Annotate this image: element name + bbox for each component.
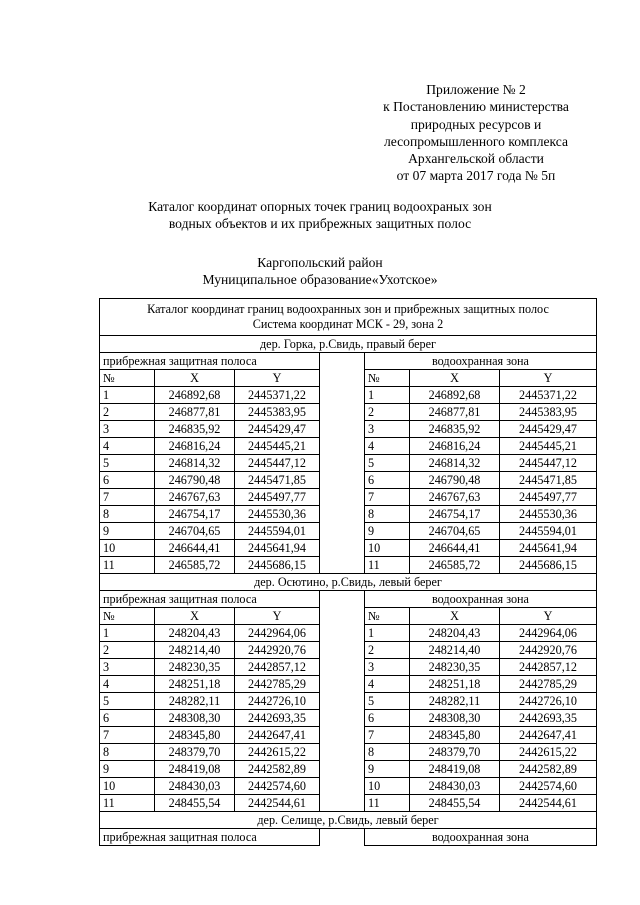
table-gap <box>320 778 365 795</box>
right-coord-y: 2445371,22 <box>500 387 597 404</box>
left-coord-x: 246790,48 <box>155 472 235 489</box>
left-coord-y: 2442857,12 <box>235 659 320 676</box>
right-coord-y: 2442964,06 <box>500 625 597 642</box>
left-coord-x: 246704,65 <box>155 523 235 540</box>
right-point-number: 8 <box>365 744 410 761</box>
right-point-number: 1 <box>365 387 410 404</box>
right-coord-x: 248204,43 <box>410 625 500 642</box>
appendix-line: лесопромышленного комплекса <box>383 133 569 149</box>
table-gap <box>320 625 365 642</box>
table-gap <box>320 370 365 387</box>
right-coord-x: 248419,08 <box>410 761 500 778</box>
left-coord-x: 248308,30 <box>155 710 235 727</box>
right-coord-y: 2445530,36 <box>500 506 597 523</box>
table-gap <box>320 591 365 608</box>
right-coord-x: 248230,35 <box>410 659 500 676</box>
coordinates-table <box>99 298 597 846</box>
right-coord-x: 246644,41 <box>410 540 500 557</box>
table-gap <box>320 540 365 557</box>
section-row <box>100 812 597 829</box>
left-point-number: 5 <box>100 455 155 472</box>
appendix-line: от 07 марта 2017 года № 5п <box>396 168 556 184</box>
left-coord-x: 248282,11 <box>155 693 235 710</box>
left-zone-label: прибрежная защитная полоса <box>100 353 320 370</box>
left-coord-y: 2445429,47 <box>235 421 320 438</box>
section-row <box>100 574 597 591</box>
left-coord-x: 246835,92 <box>155 421 235 438</box>
right-coord-x: 246816,24 <box>410 438 500 455</box>
appendix-header <box>356 81 596 185</box>
table-row <box>100 489 597 506</box>
section-name: дер. Селище, р.Свидь, левый берег <box>100 812 597 829</box>
right-col-y: Y <box>500 608 597 625</box>
table-gap <box>320 693 365 710</box>
table-row <box>100 710 597 727</box>
table-row <box>100 761 597 778</box>
right-coord-x: 246892,68 <box>410 387 500 404</box>
zone-labels-row <box>100 353 597 370</box>
left-coord-y: 2445447,12 <box>235 455 320 472</box>
left-col-y: Y <box>235 608 320 625</box>
right-coord-x: 246754,17 <box>410 506 500 523</box>
right-zone-label: водоохранная зона <box>365 353 597 370</box>
right-point-number: 10 <box>365 540 410 557</box>
table-gap <box>320 438 365 455</box>
left-point-number: 7 <box>100 489 155 506</box>
left-coord-y: 2445371,22 <box>235 387 320 404</box>
table-row <box>100 523 597 540</box>
table-row <box>100 625 597 642</box>
left-point-number: 2 <box>100 642 155 659</box>
right-coord-y: 2442647,41 <box>500 727 597 744</box>
table-gap <box>320 761 365 778</box>
right-coord-y: 2445429,47 <box>500 421 597 438</box>
left-coord-x: 248230,35 <box>155 659 235 676</box>
right-coord-y: 2445641,94 <box>500 540 597 557</box>
left-coord-x: 248204,43 <box>155 625 235 642</box>
right-col-x: X <box>410 608 500 625</box>
right-point-number: 8 <box>365 506 410 523</box>
left-coord-y: 2445686,15 <box>235 557 320 574</box>
left-zone-label: прибрежная защитная полоса <box>100 829 320 846</box>
table-gap <box>320 710 365 727</box>
right-col-y: Y <box>500 370 597 387</box>
title-line-2: водных объектов и их прибрежных защитных полос <box>168 216 472 231</box>
right-coord-y: 2442920,76 <box>500 642 597 659</box>
table-gap <box>320 506 365 523</box>
left-coord-y: 2445641,94 <box>235 540 320 557</box>
caption-line-1: Каталог координат границ водоохранных зон и прибрежных защитных полос <box>147 302 549 316</box>
title-line-1: Каталог координат опорных точек границ водоохраных зон <box>148 199 492 214</box>
region-block <box>150 254 490 288</box>
left-coord-y: 2442582,89 <box>235 761 320 778</box>
right-coord-x: 246877,81 <box>410 404 500 421</box>
left-coord-x: 246814,32 <box>155 455 235 472</box>
left-coord-y: 2442964,06 <box>235 625 320 642</box>
right-point-number: 3 <box>365 421 410 438</box>
left-point-number: 8 <box>100 506 155 523</box>
appendix-line: Архангельской области <box>408 151 544 167</box>
right-coord-x: 248251,18 <box>410 676 500 693</box>
left-coord-x: 246892,68 <box>155 387 235 404</box>
right-coord-y: 2442582,89 <box>500 761 597 778</box>
caption-line-2: Система координат МСК - 29, зона 2 <box>252 317 444 331</box>
section-row <box>100 336 597 353</box>
right-zone-label: водоохранная зона <box>365 591 597 608</box>
left-coord-x: 248214,40 <box>155 642 235 659</box>
right-coord-y: 2442785,29 <box>500 676 597 693</box>
right-point-number: 11 <box>365 795 410 812</box>
right-point-number: 1 <box>365 625 410 642</box>
right-coord-x: 246790,48 <box>410 472 500 489</box>
left-col-num: № <box>100 370 155 387</box>
left-coord-x: 246816,24 <box>155 438 235 455</box>
right-point-number: 4 <box>365 438 410 455</box>
left-coord-y: 2442615,22 <box>235 744 320 761</box>
table-gap <box>320 608 365 625</box>
table-row <box>100 472 597 489</box>
right-col-x: X <box>410 370 500 387</box>
table-row <box>100 659 597 676</box>
table-row <box>100 693 597 710</box>
left-coord-x: 248455,54 <box>155 795 235 812</box>
right-point-number: 3 <box>365 659 410 676</box>
caption-row <box>100 299 597 336</box>
right-coord-x: 248345,80 <box>410 727 500 744</box>
left-point-number: 9 <box>100 523 155 540</box>
right-point-number: 9 <box>365 761 410 778</box>
right-coord-x: 248379,70 <box>410 744 500 761</box>
section-name: дер. Осютино, р.Свидь, левый берег <box>100 574 597 591</box>
table-gap <box>320 523 365 540</box>
left-point-number: 5 <box>100 693 155 710</box>
left-zone-label: прибрежная защитная полоса <box>100 591 320 608</box>
section-name: дер. Горка, р.Свидь, правый берег <box>100 336 597 353</box>
right-point-number: 6 <box>365 710 410 727</box>
left-point-number: 11 <box>100 557 155 574</box>
left-point-number: 7 <box>100 727 155 744</box>
column-header-row <box>100 608 597 625</box>
table-gap <box>320 676 365 693</box>
table-gap <box>320 795 365 812</box>
table-gap <box>320 557 365 574</box>
table-gap <box>320 659 365 676</box>
right-coord-x: 248308,30 <box>410 710 500 727</box>
left-coord-y: 2445530,36 <box>235 506 320 523</box>
table-gap <box>320 744 365 761</box>
left-col-x: X <box>155 608 235 625</box>
table-gap <box>320 642 365 659</box>
right-point-number: 2 <box>365 404 410 421</box>
appendix-line: природных ресурсов и <box>410 116 542 132</box>
right-coord-y: 2445497,77 <box>500 489 597 506</box>
left-coord-y: 2442785,29 <box>235 676 320 693</box>
table-gap <box>320 489 365 506</box>
table-row <box>100 540 597 557</box>
left-coord-x: 246877,81 <box>155 404 235 421</box>
right-point-number: 10 <box>365 778 410 795</box>
table-row <box>100 421 597 438</box>
right-coord-y: 2445447,12 <box>500 455 597 472</box>
right-point-number: 2 <box>365 642 410 659</box>
left-point-number: 11 <box>100 795 155 812</box>
left-coord-y: 2442726,10 <box>235 693 320 710</box>
left-point-number: 8 <box>100 744 155 761</box>
left-coord-y: 2442693,35 <box>235 710 320 727</box>
right-coord-x: 246704,65 <box>410 523 500 540</box>
right-coord-x: 246814,32 <box>410 455 500 472</box>
left-coord-y: 2445497,77 <box>235 489 320 506</box>
table-row <box>100 404 597 421</box>
left-coord-x: 246767,63 <box>155 489 235 506</box>
zone-labels-row <box>100 591 597 608</box>
right-coord-y: 2442615,22 <box>500 744 597 761</box>
left-coord-x: 248419,08 <box>155 761 235 778</box>
table-row <box>100 557 597 574</box>
table-row <box>100 455 597 472</box>
table-row <box>100 387 597 404</box>
left-point-number: 4 <box>100 676 155 693</box>
right-coord-y: 2442544,61 <box>500 795 597 812</box>
column-header-row <box>100 370 597 387</box>
right-col-num: № <box>365 370 410 387</box>
right-coord-x: 248214,40 <box>410 642 500 659</box>
left-coord-y: 2445445,21 <box>235 438 320 455</box>
right-point-number: 6 <box>365 472 410 489</box>
left-coord-y: 2442544,61 <box>235 795 320 812</box>
right-point-number: 11 <box>365 557 410 574</box>
table-row <box>100 642 597 659</box>
municipality-name: Муниципальное образование«Ухотское» <box>202 272 438 287</box>
table-gap <box>320 421 365 438</box>
table-caption <box>100 299 597 336</box>
left-point-number: 6 <box>100 472 155 489</box>
left-coord-y: 2442920,76 <box>235 642 320 659</box>
left-point-number: 2 <box>100 404 155 421</box>
left-point-number: 3 <box>100 659 155 676</box>
right-point-number: 7 <box>365 727 410 744</box>
left-point-number: 1 <box>100 387 155 404</box>
left-coord-y: 2442647,41 <box>235 727 320 744</box>
zone-labels-row <box>100 829 597 846</box>
right-coord-x: 248282,11 <box>410 693 500 710</box>
right-point-number: 4 <box>365 676 410 693</box>
right-coord-y: 2445383,95 <box>500 404 597 421</box>
right-coord-x: 246585,72 <box>410 557 500 574</box>
right-point-number: 5 <box>365 693 410 710</box>
table-row <box>100 506 597 523</box>
right-point-number: 5 <box>365 455 410 472</box>
right-coord-y: 2442693,35 <box>500 710 597 727</box>
table-gap <box>320 472 365 489</box>
table-gap <box>320 353 365 370</box>
table-row <box>100 676 597 693</box>
right-coord-x: 246767,63 <box>410 489 500 506</box>
right-coord-y: 2442857,12 <box>500 659 597 676</box>
left-coord-x: 248251,18 <box>155 676 235 693</box>
left-coord-x: 248379,70 <box>155 744 235 761</box>
left-point-number: 1 <box>100 625 155 642</box>
table-row <box>100 778 597 795</box>
right-coord-y: 2445686,15 <box>500 557 597 574</box>
district-name: Каргопольский район <box>257 255 383 270</box>
left-coord-y: 2445594,01 <box>235 523 320 540</box>
table-gap <box>320 387 365 404</box>
left-coord-x: 248345,80 <box>155 727 235 744</box>
table-row <box>100 438 597 455</box>
right-coord-y: 2445445,21 <box>500 438 597 455</box>
left-coord-x: 246585,72 <box>155 557 235 574</box>
right-coord-y: 2442726,10 <box>500 693 597 710</box>
right-coord-y: 2445471,85 <box>500 472 597 489</box>
left-coord-x: 248430,03 <box>155 778 235 795</box>
left-point-number: 10 <box>100 540 155 557</box>
left-col-num: № <box>100 608 155 625</box>
appendix-line: Приложение № 2 <box>426 82 526 97</box>
left-coord-x: 246644,41 <box>155 540 235 557</box>
right-zone-label: водоохранная зона <box>365 829 597 846</box>
table-gap <box>320 727 365 744</box>
left-col-y: Y <box>235 370 320 387</box>
left-coord-x: 246754,17 <box>155 506 235 523</box>
left-point-number: 3 <box>100 421 155 438</box>
left-coord-y: 2445383,95 <box>235 404 320 421</box>
left-col-x: X <box>155 370 235 387</box>
left-coord-y: 2445471,85 <box>235 472 320 489</box>
table-row <box>100 795 597 812</box>
right-point-number: 9 <box>365 523 410 540</box>
right-coord-y: 2442574,60 <box>500 778 597 795</box>
right-coord-x: 248455,54 <box>410 795 500 812</box>
right-col-num: № <box>365 608 410 625</box>
left-point-number: 9 <box>100 761 155 778</box>
right-coord-y: 2445594,01 <box>500 523 597 540</box>
left-point-number: 6 <box>100 710 155 727</box>
appendix-line: к Постановлению министерства <box>383 99 569 115</box>
table-row <box>100 727 597 744</box>
right-coord-x: 248430,03 <box>410 778 500 795</box>
left-coord-y: 2442574,60 <box>235 778 320 795</box>
right-coord-x: 246835,92 <box>410 421 500 438</box>
table-gap <box>320 404 365 421</box>
table-row <box>100 744 597 761</box>
right-point-number: 7 <box>365 489 410 506</box>
document-title <box>100 198 540 232</box>
left-point-number: 10 <box>100 778 155 795</box>
table-gap <box>320 455 365 472</box>
left-point-number: 4 <box>100 438 155 455</box>
table-gap <box>320 829 365 846</box>
